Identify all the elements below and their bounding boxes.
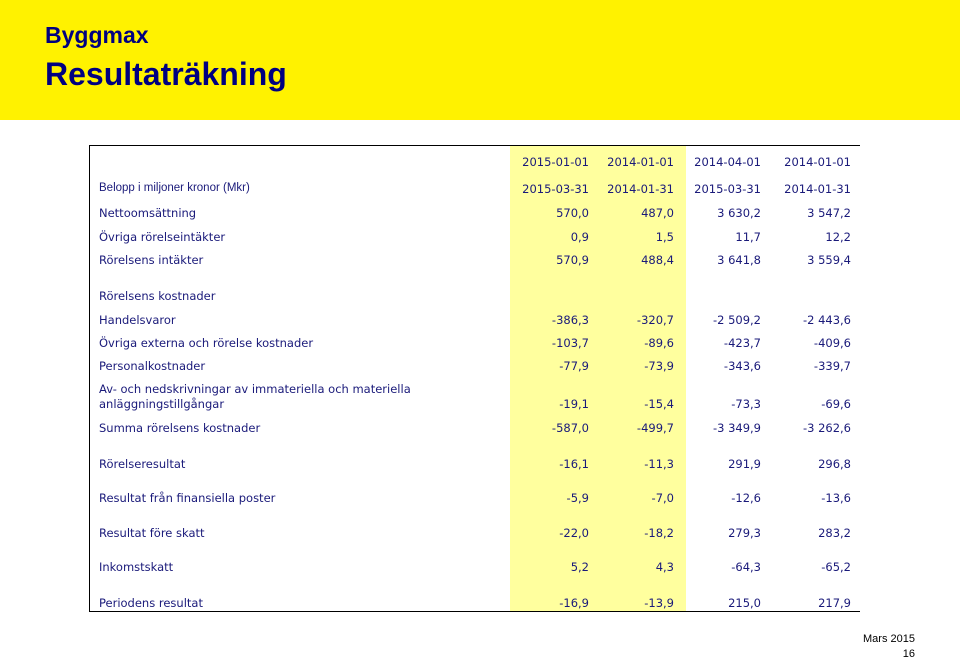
income-statement-table [89, 145, 860, 612]
row-label: Resultat från finansiella poster [99, 491, 276, 505]
row-label: Övriga externa och rörelse kostnader [99, 336, 314, 350]
cell-value: -15,4 [644, 397, 674, 411]
cell-value: -5,9 [566, 491, 589, 505]
cell-value: 296,8 [818, 457, 851, 471]
row-label: Resultat före skatt [99, 526, 205, 540]
cell-value: -499,7 [636, 421, 674, 435]
company-name: Byggmax [45, 22, 149, 48]
cell-value: -409,6 [813, 336, 851, 350]
cell-value: -2 443,6 [802, 313, 851, 327]
cell-value: 487,0 [641, 206, 674, 220]
cell-value: -22,0 [559, 526, 589, 540]
footer-date: Mars 2015 [863, 633, 915, 645]
cell-value: -3 262,6 [802, 421, 851, 435]
cell-value: -103,7 [551, 336, 589, 350]
cell-value: 488,4 [641, 253, 674, 267]
cell-value: -423,7 [723, 336, 761, 350]
cell-value: -73,3 [731, 397, 761, 411]
cell-value: 11,7 [735, 230, 761, 244]
period-start-cell: 2014-01-01 [607, 155, 674, 169]
period-end-cell: 2014-01-31 [784, 182, 851, 196]
period-end-cell: 2014-01-31 [607, 182, 674, 196]
cell-value: 570,9 [556, 253, 589, 267]
row-label: Handelsvaror [99, 313, 176, 327]
row-label-continued: anläggningstillgångar [99, 397, 225, 411]
row-label: Personalkostnader [99, 359, 206, 373]
row-label: Nettoomsättning [99, 206, 197, 220]
cell-value: -11,3 [644, 457, 674, 471]
cell-value: -18,2 [644, 526, 674, 540]
cell-value: 3 630,2 [717, 206, 761, 220]
period-end-cell: 2015-03-31 [694, 182, 761, 196]
cell-value: 3 547,2 [807, 206, 851, 220]
header-banner [0, 0, 960, 120]
cell-value: -12,6 [731, 491, 761, 505]
cell-value: -77,9 [559, 359, 589, 373]
cell-value: 291,9 [728, 457, 761, 471]
cell-value: -3 349,9 [712, 421, 761, 435]
page-title: Resultaträkning [45, 56, 287, 92]
cell-value: 4,3 [655, 560, 674, 574]
period-start-cell: 2014-04-01 [694, 155, 761, 169]
cell-value: 1,5 [655, 230, 674, 244]
cell-value: -386,3 [551, 313, 589, 327]
cell-value: -16,1 [559, 457, 589, 471]
row-label: Övriga rörelseintäkter [99, 230, 226, 244]
period-start-cell: 2015-01-01 [522, 155, 589, 169]
period-start-cell: 2014-01-01 [784, 155, 851, 169]
cell-value: 3 641,8 [717, 253, 761, 267]
period-end-cell: 2015-03-31 [522, 182, 589, 196]
row-label: Av- och nedskrivningar av immateriella och materiella [99, 382, 411, 396]
row-label: Rörelsens kostnader [99, 289, 216, 303]
unit-label: Belopp i miljoner kronor (Mkr) [99, 182, 250, 194]
page-number: 16 [902, 648, 915, 660]
cell-value: -64,3 [731, 560, 761, 574]
row-label: Rörelsens intäkter [99, 253, 204, 267]
cell-value: -13,9 [644, 596, 674, 610]
cell-value: 5,2 [570, 560, 589, 574]
cell-value: -19,1 [559, 397, 589, 411]
cell-value: -339,7 [813, 359, 851, 373]
row-label: Rörelseresultat [99, 457, 186, 471]
cell-value: 215,0 [728, 596, 761, 610]
cell-value: -2 509,2 [712, 313, 761, 327]
cell-value: 279,3 [728, 526, 761, 540]
cell-value: 217,9 [818, 596, 851, 610]
cell-value: -13,6 [821, 491, 851, 505]
cell-value: 3 559,4 [807, 253, 851, 267]
cell-value: 0,9 [570, 230, 589, 244]
cell-value: -320,7 [636, 313, 674, 327]
cell-value: -343,6 [723, 359, 761, 373]
cell-value: -587,0 [551, 421, 589, 435]
cell-value: 12,2 [825, 230, 851, 244]
cell-value: -16,9 [559, 596, 589, 610]
row-label: Summa rörelsens kostnader [99, 421, 261, 435]
cell-value: -65,2 [821, 560, 851, 574]
cell-value: 283,2 [818, 526, 851, 540]
cell-value: -89,6 [644, 336, 674, 350]
cell-value: 570,0 [556, 206, 589, 220]
row-label: Inkomstskatt [99, 560, 174, 574]
cell-value: -7,0 [651, 491, 674, 505]
cell-value: -69,6 [821, 397, 851, 411]
cell-value: -73,9 [644, 359, 674, 373]
row-label: Periodens resultat [99, 596, 203, 610]
